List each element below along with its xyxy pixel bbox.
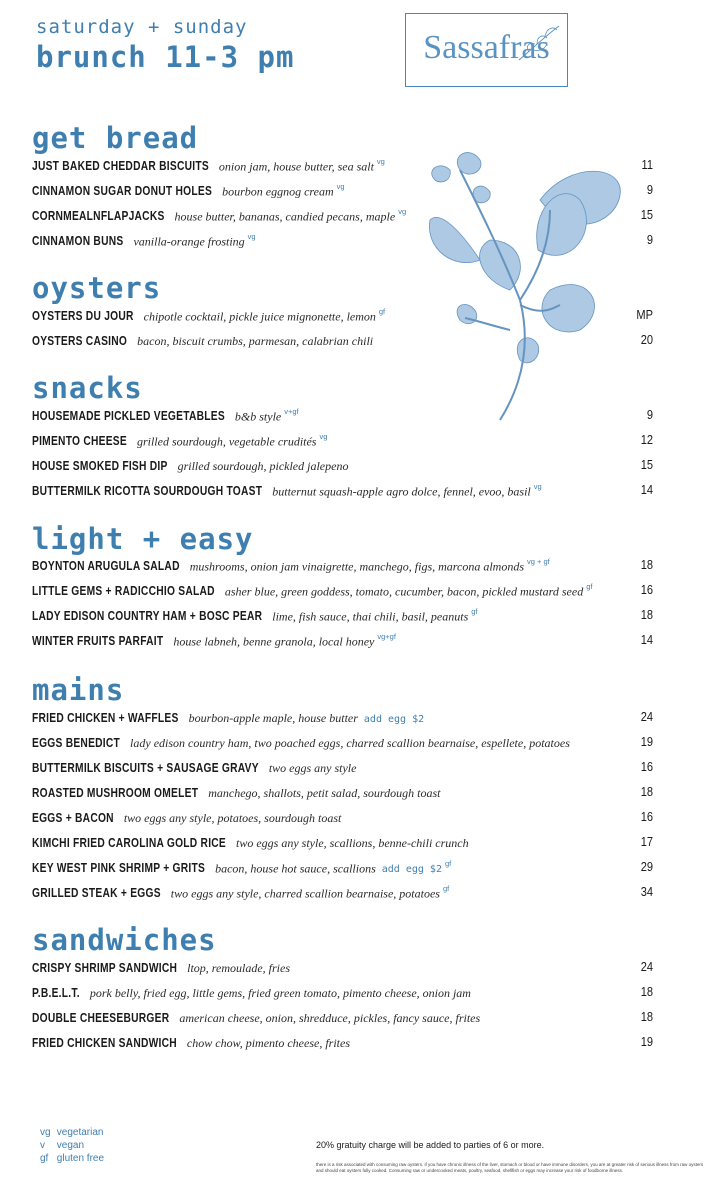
header-hours: brunch 11-3 pm xyxy=(36,40,295,74)
legend-label: vegan xyxy=(56,1140,85,1151)
item-name: FRIED CHICKEN + WAFFLES xyxy=(32,711,179,725)
item-name: BUTTERMILK RICOTTA SOURDOUGH TOAST xyxy=(32,484,263,499)
dietary-tag: vg xyxy=(398,207,407,216)
item-price: 16 xyxy=(640,582,653,597)
header-days: saturday + sunday xyxy=(36,16,248,38)
menu-item xyxy=(32,959,653,979)
dietary-tag: gf xyxy=(471,607,478,616)
menu-item xyxy=(32,632,653,652)
legend-row xyxy=(40,1152,104,1165)
menu-item xyxy=(32,157,653,177)
dietary-tag: vg xyxy=(247,232,256,241)
dietary-tag: vg xyxy=(376,157,385,166)
dietary-tag: gf xyxy=(444,859,452,868)
menu-item xyxy=(32,182,653,202)
item-name: CORNMEALNFLAPJACKS xyxy=(32,209,165,224)
legend-row xyxy=(40,1139,104,1152)
item-price: 14 xyxy=(640,632,653,647)
legend-code: v xyxy=(40,1140,45,1151)
item-name: JUST BAKED CHEDDAR BISCUITS xyxy=(32,159,209,174)
item-description: b&b style xyxy=(234,409,282,424)
item-description: lady edison country ham, two poached eggs, charred scallion bearnaise, espellete, potatoes xyxy=(130,736,570,750)
menu-item xyxy=(32,859,653,879)
dietary-tag: vg xyxy=(533,482,542,491)
item-price: 15 xyxy=(640,457,653,472)
item-description: bacon, house hot sauce, scallions xyxy=(215,861,376,876)
item-name: HOUSEMADE PICKLED VEGETABLES xyxy=(32,409,225,424)
dietary-tag: vg+gf xyxy=(377,632,396,641)
item-description: two eggs any style, potatoes, sourdough toast xyxy=(123,811,342,825)
item-name: GRILLED STEAK + EGGS xyxy=(32,886,161,901)
menu-item xyxy=(32,884,653,904)
item-price: 9 xyxy=(646,407,653,422)
section-title: mains xyxy=(32,673,125,707)
item-description: onion jam, house butter, sea salt xyxy=(218,159,374,174)
legend-code: gf xyxy=(40,1153,49,1164)
menu-item xyxy=(32,307,653,327)
item-name: CINNAMON BUNS xyxy=(32,234,124,249)
menu-item xyxy=(32,759,653,779)
item-name: BUTTERMILK BISCUITS + SAUSAGE GRAVY xyxy=(32,761,259,775)
item-description: lime, fish sauce, thai chili, basil, peanuts xyxy=(272,609,469,624)
item-description: asher blue, green goddess, tomato, cucumber, bacon, pickled mustard seed xyxy=(224,584,584,599)
item-price: 11 xyxy=(641,157,653,172)
menu-item xyxy=(32,709,653,729)
item-description: vanilla-orange frosting xyxy=(133,234,245,249)
gratuity-note: 20% gratuity charge will be added to parties of 6 or more. xyxy=(316,1140,545,1150)
menu-item xyxy=(32,834,653,854)
item-price: 24 xyxy=(640,959,653,974)
item-name: OYSTERS CASINO xyxy=(32,334,128,348)
section-title: sandwiches xyxy=(32,923,217,957)
item-description: mushrooms, onion jam vinaigrette, manchego, figs, marcona almonds xyxy=(189,559,525,574)
item-price: 19 xyxy=(640,1034,653,1049)
item-price: 18 xyxy=(640,1009,653,1024)
item-description: bacon, biscuit crumbs, parmesan, calabrian chili xyxy=(137,334,374,348)
section-title: oysters xyxy=(32,271,162,305)
item-addon-note: add egg $2 xyxy=(363,714,425,725)
item-description: chow chow, pimento cheese, frites xyxy=(186,1036,350,1050)
item-description: bourbon eggnog cream xyxy=(222,184,334,199)
item-description: ltop, remoulade, fries xyxy=(187,961,291,975)
item-price: 16 xyxy=(640,809,653,824)
menu-item xyxy=(32,207,653,227)
menu-item xyxy=(32,582,653,602)
item-name: LITTLE GEMS + RADICCHIO SALAD xyxy=(32,584,215,599)
menu-item xyxy=(32,1034,653,1054)
item-name: PIMENTO CHEESE xyxy=(32,434,127,449)
item-description: chipotle cocktail, pickle juice mignonette, lemon xyxy=(143,309,376,324)
item-description: butternut squash-apple agro dolce, fennel, evoo, basil xyxy=(272,484,531,499)
item-name: OYSTERS DU JOUR xyxy=(32,309,134,324)
item-description: house butter, bananas, candied pecans, maple xyxy=(174,209,396,224)
section-title: get bread xyxy=(32,121,199,155)
item-description: pork belly, fried egg, little gems, fried green tomato, pimento cheese, onion jam xyxy=(89,986,471,1000)
menu-item xyxy=(32,457,653,477)
legend-label: vegetarian xyxy=(56,1127,104,1138)
item-name: CINNAMON SUGAR DONUT HOLES xyxy=(32,184,213,199)
dietary-legend xyxy=(40,1126,104,1165)
item-name: P.B.E.L.T. xyxy=(32,986,80,1000)
item-name: KIMCHI FRIED CAROLINA GOLD RICE xyxy=(32,836,227,850)
item-price: 24 xyxy=(640,709,653,724)
item-price: MP xyxy=(636,307,653,322)
item-description: two eggs any style xyxy=(268,761,357,775)
menu-item xyxy=(32,734,653,754)
item-price: 20 xyxy=(640,332,653,347)
item-name: FRIED CHICKEN SANDWICH xyxy=(32,1036,177,1050)
item-name: LADY EDISON COUNTRY HAM + BOSC PEAR xyxy=(32,609,263,624)
item-addon-note: add egg $2 xyxy=(381,864,442,876)
legend-row xyxy=(40,1126,104,1139)
item-name: ROASTED MUSHROOM OMELET xyxy=(32,786,199,800)
dietary-tag: gf xyxy=(378,307,386,316)
item-price: 18 xyxy=(640,607,653,622)
item-price: 9 xyxy=(646,182,653,197)
menu-item xyxy=(32,482,653,502)
item-price: 12 xyxy=(640,432,653,447)
item-price: 17 xyxy=(640,834,653,849)
dietary-tag: vg xyxy=(319,432,328,441)
item-description: grilled sourdough, vegetable crudités xyxy=(136,434,317,449)
item-description: american cheese, onion, shredduce, pickles, fancy sauce, frites xyxy=(179,1011,481,1025)
menu-item xyxy=(32,984,653,1004)
item-price: 16 xyxy=(640,759,653,774)
menu-item xyxy=(32,784,653,804)
item-name: WINTER FRUITS PARFAIT xyxy=(32,634,164,649)
raw-food-disclaimer: there is a risk associated with consuming raw oysters. if you have chronic illness of the liver, stomach or blood or have immune disorders, you are at greater risk of serious illness from raw oysters and should eat oysters fully cooked. Consuming raw or undercooked meats, poultry, seafood, shellfish or eggs may increase your risk of foodborne illness. xyxy=(316,1162,704,1173)
menu-item xyxy=(32,332,653,352)
item-price: 18 xyxy=(640,557,653,572)
item-name: EGGS BENEDICT xyxy=(32,736,121,750)
menu-item xyxy=(32,407,653,427)
dietary-tag: vg xyxy=(336,182,345,191)
dietary-tag: gf xyxy=(586,582,593,591)
item-description: two eggs any style, charred scallion bearnaise, potatoes xyxy=(170,886,440,901)
legend-label: gluten free xyxy=(56,1153,105,1164)
item-price: 19 xyxy=(640,734,653,749)
item-price: 18 xyxy=(640,984,653,999)
menu-item xyxy=(32,809,653,829)
item-description: house labneh, benne granola, local honey xyxy=(173,634,375,649)
item-price: 15 xyxy=(640,207,653,222)
item-price: 29 xyxy=(640,859,653,874)
logo-text: Sassafras xyxy=(423,29,550,66)
item-price: 34 xyxy=(640,884,653,899)
dietary-tag: v+gf xyxy=(284,407,299,416)
sassafras-logo xyxy=(405,13,568,87)
menu-item xyxy=(32,1009,653,1029)
item-name: BOYNTON ARUGULA SALAD xyxy=(32,559,180,574)
menu-item xyxy=(32,432,653,452)
item-name: CRISPY SHRIMP SANDWICH xyxy=(32,961,178,975)
section-title: light + easy xyxy=(32,522,254,556)
menu-item xyxy=(32,607,653,627)
item-description: manchego, shallots, petit salad, sourdough toast xyxy=(208,786,441,800)
item-name: HOUSE SMOKED FISH DIP xyxy=(32,459,168,473)
item-description: grilled sourdough, pickled jalepeno xyxy=(177,459,349,473)
dietary-tag: vg + gf xyxy=(527,557,550,566)
item-price: 14 xyxy=(640,482,653,497)
item-name: DOUBLE CHEESEBURGER xyxy=(32,1011,170,1025)
item-name: KEY WEST PINK SHRIMP + GRITS xyxy=(32,861,206,876)
item-price: 9 xyxy=(646,232,653,247)
item-price: 18 xyxy=(640,784,653,799)
item-description: bourbon-apple maple, house butter xyxy=(188,711,358,725)
dietary-tag: gf xyxy=(442,884,450,893)
item-name: EGGS + BACON xyxy=(32,811,114,825)
section-title: snacks xyxy=(32,371,143,405)
legend-code: vg xyxy=(40,1127,51,1138)
menu-item xyxy=(32,557,653,577)
item-description: two eggs any style, scallions, benne-chili crunch xyxy=(236,836,469,850)
menu-item xyxy=(32,232,653,252)
